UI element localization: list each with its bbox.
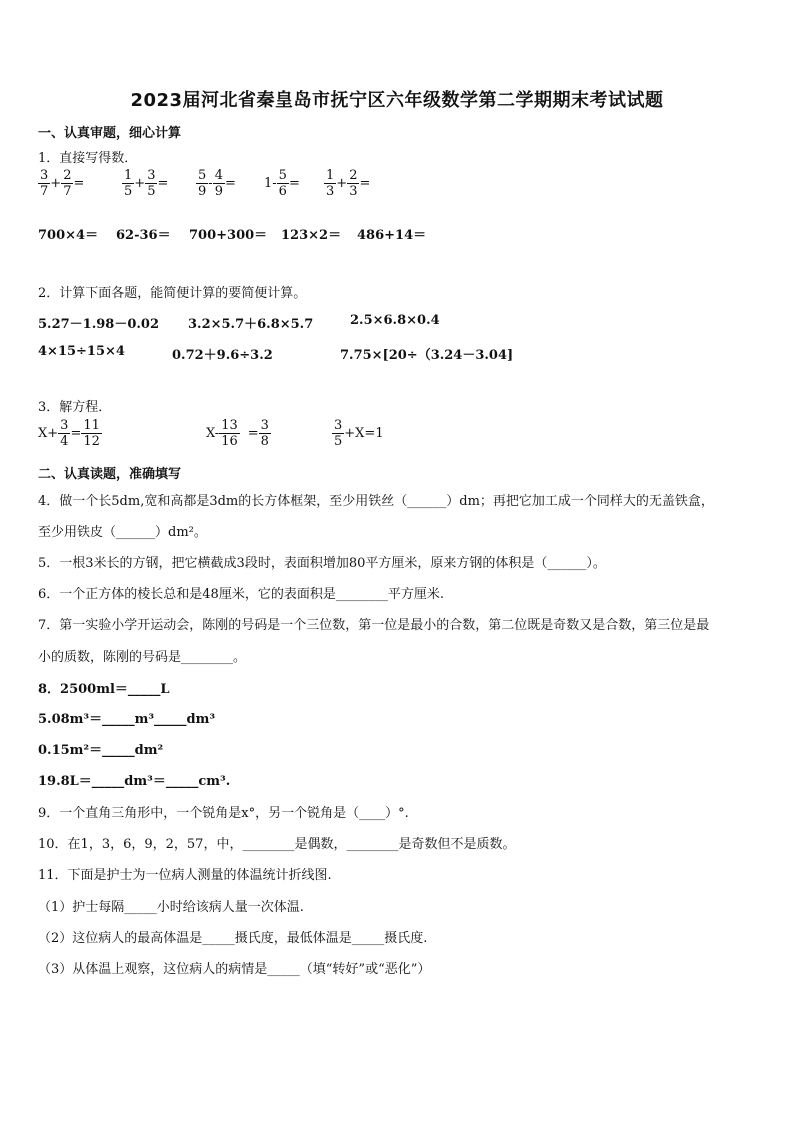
question-8-c: 0.15m²＝_____dm²: [38, 743, 164, 758]
question-3-title: 3．解方程．: [38, 400, 112, 415]
q2-expr: 4×15÷15×4: [38, 344, 125, 359]
q3-equation-3: $\frac{3}{5}$ +X=1: [334, 418, 384, 449]
question-4-line-2: 至少用铁皮（______）dm²。: [38, 525, 207, 540]
q3-equation-1: X+ $\frac{3}{4}$ = $\frac{11}{12}$: [38, 418, 100, 449]
question-8-d: 19.8L＝_____dm³＝_____cm³.: [38, 774, 231, 789]
question-5: 5．一根3米长的方钢，把它横截成3段时，表面积增加80平方厘米，原来方钢的体积是（______）。: [38, 556, 606, 571]
q2-expr: 7.75×[20÷（3.24－3.04]: [340, 348, 514, 363]
q2-expr: 0.72＋9.6÷3.2: [172, 348, 273, 363]
q1-expr-2: $\frac{1}{5}$ + $\frac{3}{5}$ =: [124, 168, 169, 199]
question-1-title: 1．直接写得数．: [38, 151, 138, 166]
question-6: 6．一个正方体的棱长总和是48厘米，它的表面积是________平方厘米.: [38, 587, 444, 602]
q1-row2-item: 700×4＝: [38, 228, 99, 243]
q1-row2-item: 62-36＝: [116, 228, 171, 243]
question-7-line-1: 7．第一实验小学开运动会，陈刚的号码是一个三位数，第一位是最小的合数，第二位既是奇数又是合数，第三位是最: [38, 618, 710, 633]
question-10: 10．在1，3，6，9，2，57，中，________是偶数，________是奇数但不是质数。: [38, 837, 516, 852]
q2-expr: 3.2×5.7＋6.8×5.7: [188, 317, 314, 332]
q1-row2-item: 700+300＝: [189, 228, 268, 243]
fraction: $\frac{3}{4}$: [60, 418, 69, 449]
fraction: $\frac{5}{9}$: [198, 168, 207, 199]
fraction: $\frac{1}{3}$: [326, 168, 335, 199]
fraction: $\frac{2}{3}$: [349, 168, 358, 199]
question-11-part-1: （1）护士每隔_____小时给该病人量一次体温.: [38, 900, 304, 915]
fraction: $\frac{4}{9}$: [214, 168, 223, 199]
question-11: 11．下面是护士为一位病人测量的体温统计折线图.: [38, 868, 332, 883]
q1-expr-4: 1- $\frac{5}{6}$ =: [264, 168, 300, 199]
q2-expr: 5.27－1.98－0.02: [38, 317, 159, 332]
question-9: 9．一个直角三角形中，一个锐角是x°，另一个锐角是（____）°.: [38, 806, 409, 821]
section-1-heading: 一、认真审题，细心计算: [38, 126, 182, 141]
question-2-title: 2．计算下面各题，能简便计算的要简便计算。: [38, 286, 307, 301]
q2-expr: 2.5×6.8×0.4: [350, 313, 440, 328]
q1-row2-item: 486+14＝: [357, 228, 427, 243]
fraction: $\frac{1}{5}$: [124, 168, 133, 199]
page-title: 2023届河北省秦皇岛市抚宁区六年级数学第二学期期末考试试题: [130, 90, 664, 111]
section-2-heading: 二、认真读题，准确填写: [38, 467, 182, 482]
fraction: $\frac{3}{7}$: [40, 168, 49, 199]
fraction: $\frac{3}{5}$: [334, 418, 343, 449]
question-8-a: 8．2500ml＝_____L: [38, 682, 170, 697]
q1-expr-3: $\frac{5}{9}$ - $\frac{4}{9}$ =: [198, 168, 236, 199]
question-11-part-2: （2）这位病人的最高体温是_____摄氏度，最低体温是_____摄氏度.: [38, 931, 428, 946]
question-7-line-2: 小的质数，陈刚的号码是________。: [38, 650, 247, 665]
fraction: $\frac{2}{7}$: [63, 168, 72, 199]
fraction: $\frac{13}{16}$: [221, 418, 238, 449]
fraction: $\frac{3}{5}$: [147, 168, 156, 199]
question-11-part-3: （3）从体温上观察，这位病人的病情是_____（填“转好”或“恶化”）: [38, 962, 431, 977]
question-8-b: 5.08m³＝_____m³_____dm³: [38, 712, 216, 727]
fraction: $\frac{11}{12}$: [83, 418, 100, 449]
q1-expr-1: $\frac{3}{7}$ + $\frac{2}{7}$ =: [40, 168, 85, 199]
q1-expr-5: $\frac{1}{3}$ + $\frac{2}{3}$ =: [326, 168, 371, 199]
q3-equation-2: X- $\frac{13}{16}$ = $\frac{3}{8}$: [206, 418, 269, 449]
q1-row2-item: 123×2＝: [281, 228, 342, 243]
question-4-line-1: 4．做一个长5dm,宽和高都是3dm的长方体框架，至少用铁丝（______）dm；再把它加工成一个同样大的无盖铁盒，: [38, 494, 714, 509]
fraction: $\frac{3}{8}$: [260, 418, 269, 449]
fraction: $\frac{5}{6}$: [278, 168, 287, 199]
